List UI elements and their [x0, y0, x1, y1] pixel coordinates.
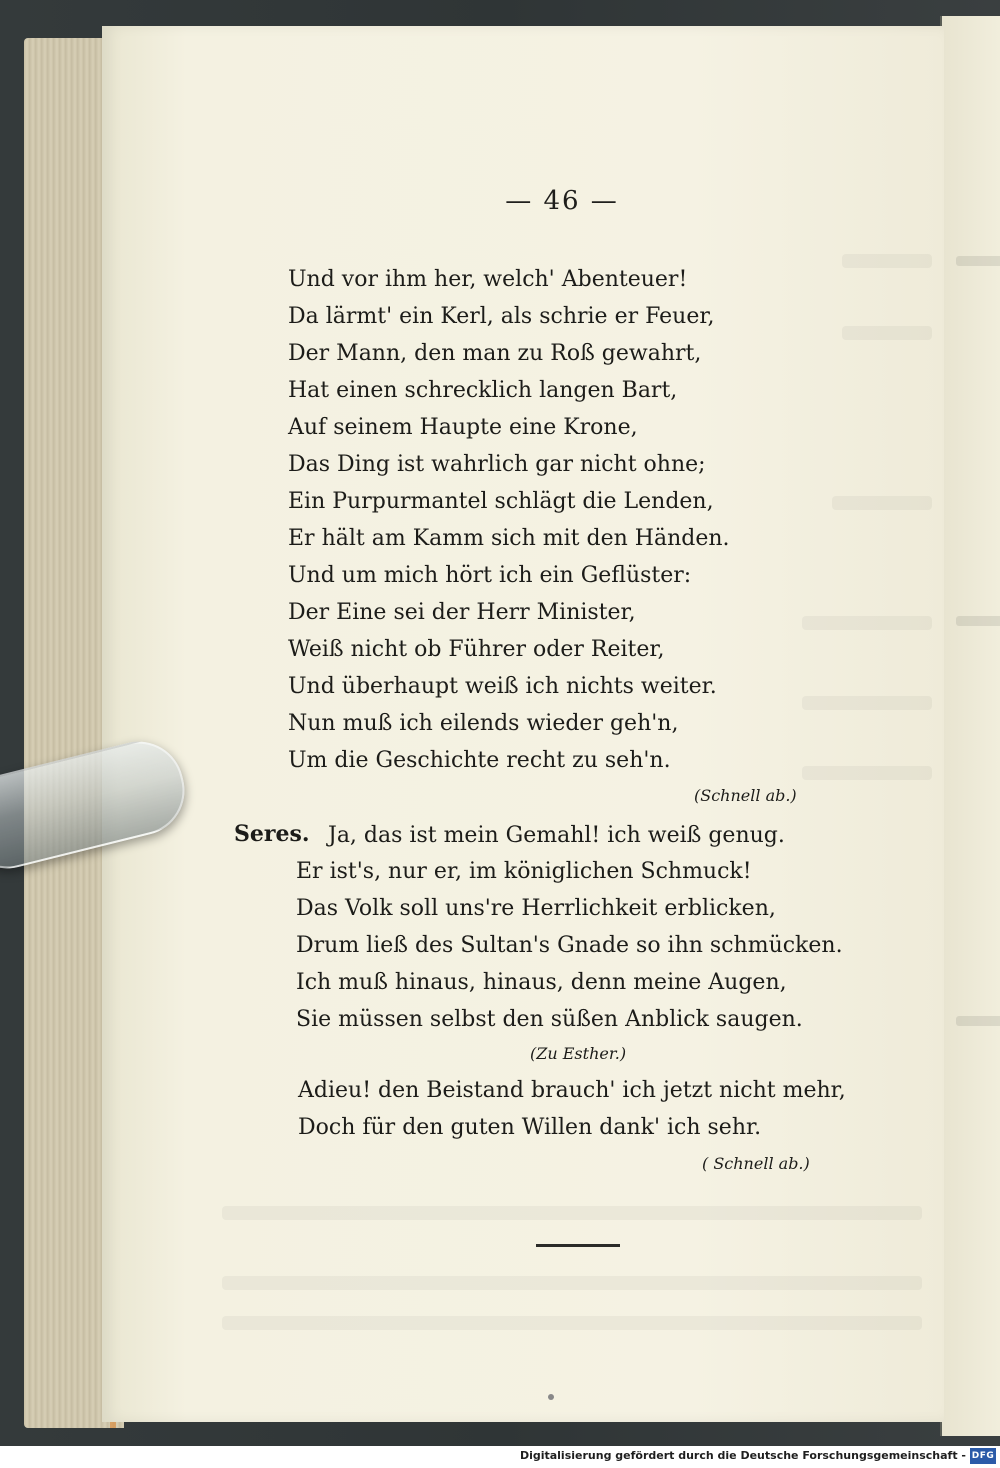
- show-through: [832, 496, 932, 510]
- show-through: [222, 1316, 922, 1330]
- verse-line: Und um mich hört ich ein Geflüster:: [288, 563, 692, 588]
- dfg-logo-icon: DFG: [970, 1448, 996, 1464]
- stage-direction: (Schnell ab.): [694, 786, 797, 805]
- verse-line: Ein Purpurmantel schlägt die Lenden,: [288, 489, 714, 514]
- verse-line: Der Eine sei der Herr Minister,: [288, 600, 636, 625]
- verse-line: Auf seinem Haupte eine Krone,: [288, 415, 638, 440]
- stage-direction: ( Schnell ab.): [702, 1154, 810, 1173]
- facing-page-text-ghost: [956, 1016, 1000, 1026]
- verse-line: Und überhaupt weiß ich nichts weiter.: [288, 674, 717, 699]
- verse-line: Das Ding ist wahrlich gar nicht ohne;: [288, 452, 706, 477]
- verse-line: Weiß nicht ob Führer oder Reiter,: [288, 637, 665, 662]
- paper-speck: [548, 1394, 554, 1400]
- speech-line: Sie müssen selbst den süßen Anblick saugen.: [296, 1007, 803, 1032]
- show-through: [802, 616, 932, 630]
- facing-page: [940, 16, 1000, 1436]
- facing-page-text-ghost: [956, 256, 1000, 266]
- speech-line: Das Volk soll uns're Herrlichkeit erblicken,: [296, 896, 776, 921]
- speech-line: Drum ließ des Sultan's Gnade so ihn schmücken.: [296, 933, 843, 958]
- page-number: — 46 —: [505, 186, 619, 216]
- funding-credit: Digitalisierung gefördert durch die Deutsche Forschungsgemeinschaft -: [519, 1449, 966, 1462]
- show-through: [842, 326, 932, 340]
- show-through: [802, 766, 932, 780]
- verse-line: Der Mann, den man zu Roß gewahrt,: [288, 341, 702, 366]
- show-through: [222, 1206, 922, 1220]
- verse-line: Hat einen schrecklich langen Bart,: [288, 378, 678, 403]
- facing-page-text-ghost: [956, 616, 1000, 626]
- book-page: [102, 26, 944, 1422]
- speech-line: Ich muß hinaus, hinaus, denn meine Augen,: [296, 970, 787, 995]
- footer-bar: [0, 1446, 1000, 1468]
- speech-line: Adieu! den Beistand brauch' ich jetzt nicht mehr,: [298, 1078, 846, 1103]
- stage-direction: (Zu Esther.): [530, 1044, 627, 1063]
- speech-line: Er ist's, nur er, im königlichen Schmuck!: [296, 859, 752, 884]
- verse-line: Und vor ihm her, welch' Abenteuer!: [288, 267, 688, 292]
- speech-line: Ja, das ist mein Gemahl! ich weiß genug.: [328, 823, 785, 848]
- verse-line: Da lärmt' ein Kerl, als schrie er Feuer,: [288, 304, 715, 329]
- show-through: [802, 696, 932, 710]
- verse-line: Er hält am Kamm sich mit den Händen.: [288, 526, 730, 551]
- show-through: [222, 1276, 922, 1290]
- show-through: [842, 254, 932, 268]
- verse-line: Nun muß ich eilends wieder geh'n,: [288, 711, 679, 736]
- verse-line: Um die Geschichte recht zu seh'n.: [288, 748, 671, 773]
- speaker-name: Seres.: [234, 821, 310, 847]
- speech-line: Doch für den guten Willen dank' ich sehr.: [298, 1115, 762, 1140]
- section-divider: [536, 1244, 620, 1247]
